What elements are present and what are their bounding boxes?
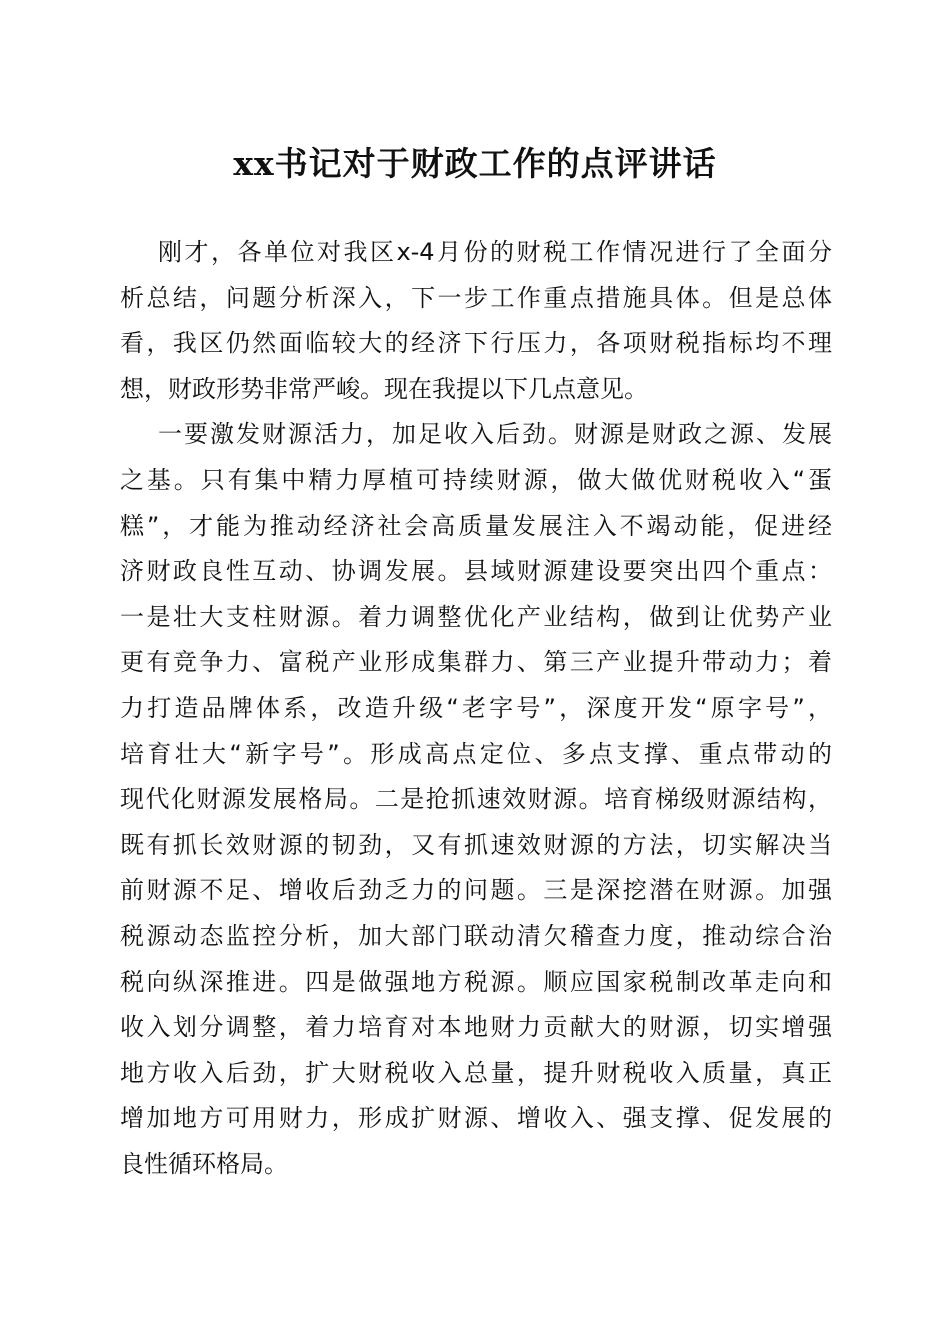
text-line: 良性循环格局。 bbox=[120, 1149, 288, 1178]
text-line: 析总结，问题分析深入，下一步工作重点措施具体。但是总体 bbox=[120, 283, 832, 312]
text-line: 收入划分调整，着力培育对本地财力贡献大的财源，切实增强 bbox=[120, 1013, 832, 1042]
text-line: 看，我区仍然面临较大的经济下行压力，各项财税指标均不理 bbox=[120, 329, 832, 358]
document-body bbox=[120, 230, 832, 1187]
text-line: 前财源不足、增收后劲乏力的问题。三是深挖潜在财源。加强 bbox=[120, 876, 832, 905]
text-line: 糕”，才能为推动经济社会高质量发展注入不竭动能，促进经 bbox=[120, 511, 832, 540]
text-line: 税源动态监控分析，加大部门联动清欠稽查力度，推动综合治 bbox=[120, 921, 832, 950]
text-line: 现代化财源发展格局。二是抢抓速效财源。培育梯级财源结构， bbox=[120, 785, 832, 814]
text-line: 之基。只有集中精力厚植可持续财源，做大做优财税收入“蛋 bbox=[120, 465, 832, 494]
text-line: 济财政良性互动、协调发展。县域财源建设要突出四个重点： bbox=[120, 557, 832, 586]
text-line: 地方收入后劲，扩大财税收入总量，提升财税收入质量，真正 bbox=[120, 1058, 832, 1087]
text-line: 想，财政形势非常严峻。现在我提以下几点意见。 bbox=[120, 374, 648, 403]
text-line: 培育壮大“新字号”。形成高点定位、多点支撑、重点带动的 bbox=[120, 739, 832, 768]
text-line: 一是壮大支柱财源。着力调整优化产业结构，做到让优势产业 bbox=[120, 602, 832, 631]
text-line: 税向纵深推进。四是做强地方税源。顺应国家税制改革走向和 bbox=[120, 967, 832, 996]
text-line: 刚才，各单位对我区x-4月份的财税工作情况进行了全面分 bbox=[158, 238, 832, 266]
text-line: 力打造品牌体系，改造升级“老字号”，深度开发“原字号”， bbox=[120, 693, 832, 722]
text-line: 一要激发财源活力，加足收入后劲。财源是财政之源、发展 bbox=[158, 420, 832, 449]
paragraph bbox=[120, 412, 832, 1187]
document-title: xx书记对于财政工作的点评讲话 bbox=[233, 144, 717, 183]
text-line: 增加地方可用财力，形成扩财源、增收入、强支撑、促发展的 bbox=[120, 1104, 832, 1133]
text-line: 更有竞争力、富税产业形成集群力、第三产业提升带动力；着 bbox=[120, 648, 832, 677]
text-line: 既有抓长效财源的韧劲，又有抓速效财源的方法，切实解决当 bbox=[120, 830, 832, 859]
paragraph bbox=[120, 230, 832, 412]
